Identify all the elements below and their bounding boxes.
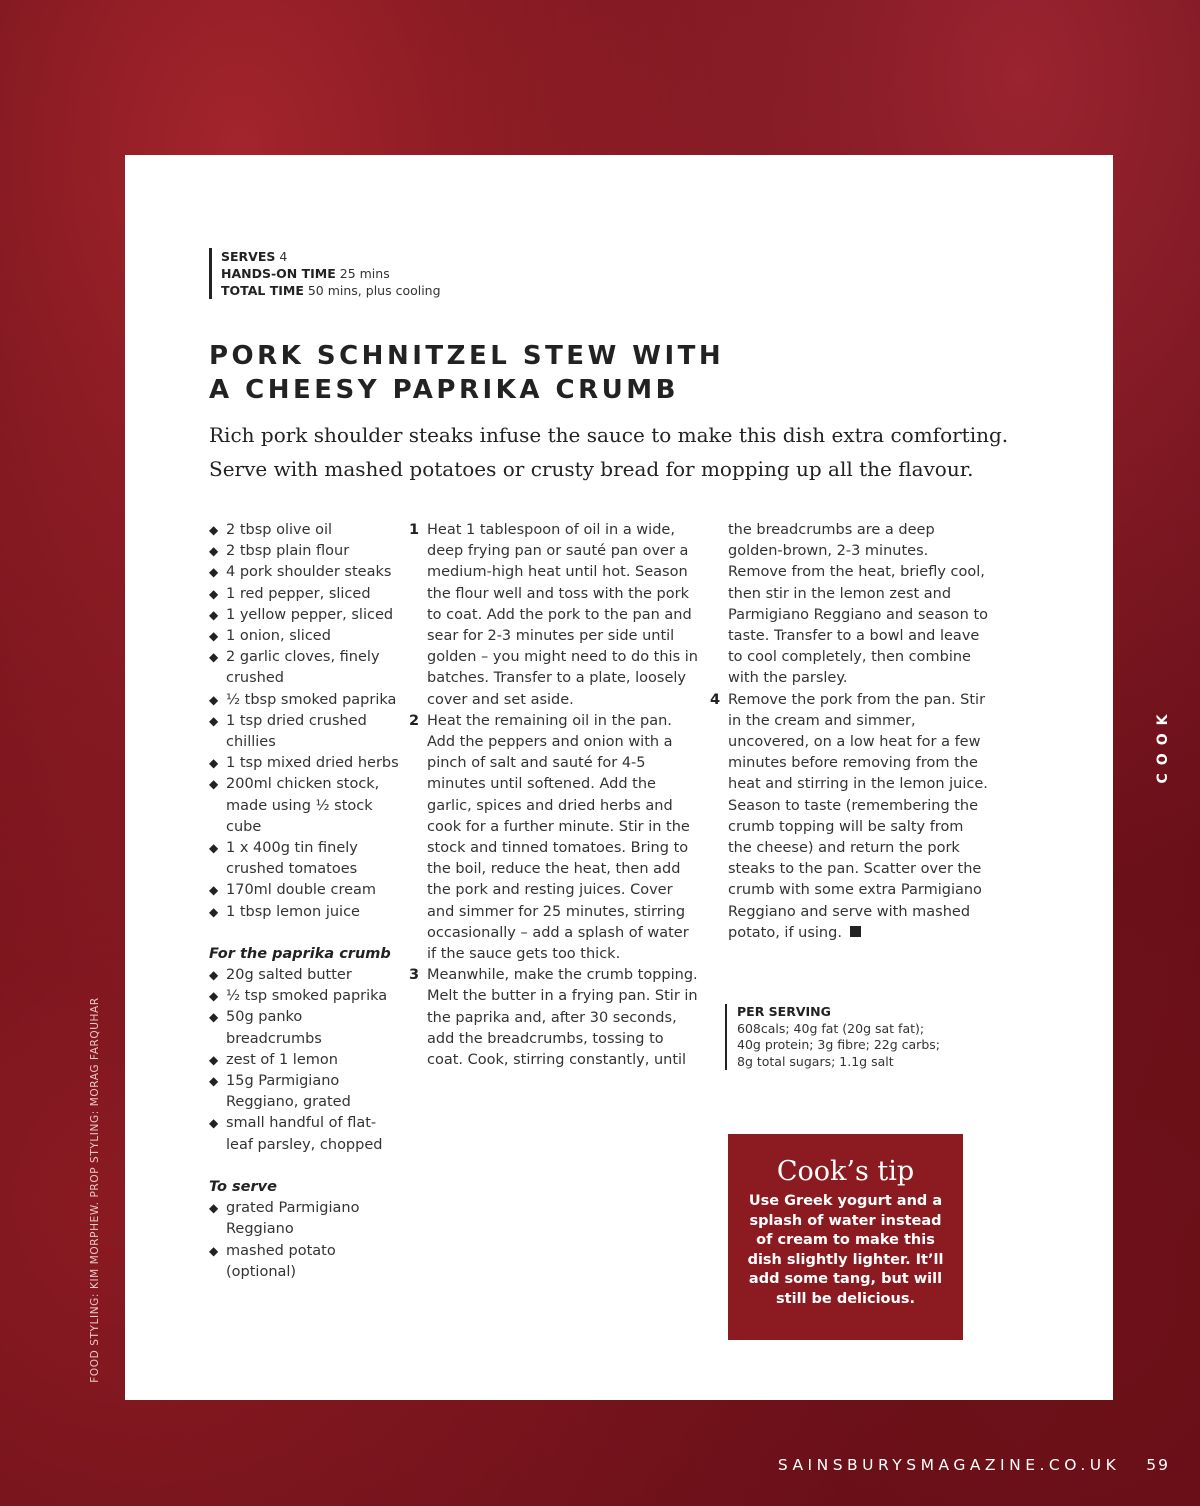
ingredient-item: ◆ 170ml double cream: [209, 880, 399, 901]
nutrition-line: 40g protein; 3g fibre; 22g carbs;: [737, 1037, 940, 1052]
ingredient-item: ◆ 1 tsp dried crushed chillies: [209, 711, 399, 753]
ingredient-item: ◆ 1 x 400g tin finely crushed tomatoes: [209, 838, 399, 880]
serve-heading: To serve: [209, 1178, 277, 1195]
end-mark-icon: [850, 926, 861, 937]
method-column-1: [409, 520, 699, 1071]
method-column-2: [710, 520, 990, 944]
nutrition-heading: PER SERVING: [737, 1004, 831, 1019]
ingredient-item: ◆ 4 pork shoulder steaks: [209, 562, 399, 583]
ingredients-column: [209, 520, 399, 1283]
crumb-ingredient-item: ◆ 15g Parmigiano Reggiano, grated: [209, 1071, 399, 1113]
crumb-ingredient-item: ◆ small handful of flat-leaf parsley, chopped: [209, 1113, 399, 1155]
crumb-ingredient-item: ◆ 50g panko breadcrumbs: [209, 1007, 399, 1049]
tip-heading: Cook’s tip: [776, 1156, 915, 1187]
ingredient-item: ◆ 1 yellow pepper, sliced: [209, 605, 399, 626]
method-step: 1 Heat 1 tablespoon of oil in a wide, deep frying pan or sauté pan over a medium-high heat until hot. Season the flour well and toss with the pork to coat. Add the pork to the pan and sear for 2-3 minutes per side until golden – you might need to do this in batches. Transfer to a plate, loosely cover and set aside.: [409, 522, 698, 708]
nutrition-line: 8g total sugars; 1.1g salt: [737, 1053, 894, 1069]
footer-site: SAINSBURYSMAGAZINE.CO.UK: [777, 1456, 1121, 1474]
crumb-heading: For the paprika crumb: [209, 945, 391, 962]
photo-credit: FOOD STYLING: KIM MORPHEW. PROP STYLING: MORAG FARQUHAR: [89, 997, 101, 1383]
tip-body: Use Greek yogurt and a splash of water instead of cream to make this dish slightly lighter. It’ll add some tang, but will still be delicious.: [747, 1193, 944, 1307]
ingredient-item: ◆ ½ tbsp smoked paprika: [209, 690, 399, 711]
ingredient-item: ◆ 2 tbsp plain flour: [209, 541, 399, 562]
hands-on-row: HANDS-ON TIME 25 mins: [221, 266, 390, 281]
method-step: 4 Remove the pork from the pan. Stir in the cream and simmer, uncovered, on a low heat for a few minutes before removing from the heat and stirring in the lemon juice. Season to taste (remembering the crumb topping will be salty from the cheese) and return the pork steaks to the pan. Scatter over the crumb with some extra Parmigiano Reggiano and serve with mashed potato, if using.: [710, 691, 988, 941]
ingredient-item: ◆ 2 tbsp olive oil: [209, 520, 399, 541]
nutrition-info: [725, 1004, 987, 1070]
ingredient-item: ◆ 200ml chicken stock, made using ½ stock cube: [209, 774, 399, 838]
recipe-title: PORK SCHNITZEL STEW WITH A CHEESY PAPRIKA CRUMB: [209, 341, 725, 405]
recipe-card: [125, 155, 1113, 1400]
ingredient-item: ◆ 1 tbsp lemon juice: [209, 902, 399, 923]
section-label: COOK: [1155, 706, 1171, 784]
crumb-ingredient-item: ◆ 20g salted butter: [209, 965, 399, 986]
ingredient-item: ◆ 1 tsp mixed dried herbs: [209, 753, 399, 774]
ingredient-item: ◆ 2 garlic cloves, finely crushed: [209, 647, 399, 689]
crumb-ingredient-item: ◆ zest of 1 lemon: [209, 1050, 399, 1071]
method-step: 3 Meanwhile, make the crumb topping. Melt the butter in a frying pan. Stir in the paprika and, after 30 seconds, add the breadcrumbs, tossing to coat. Cook, stirring constantly, until: [409, 967, 698, 1069]
cooks-tip-box: [728, 1134, 963, 1340]
method-step: 2 Heat the remaining oil in the pan. Add the peppers and onion with a pinch of salt and sauté for 4-5 minutes until softened. Add the garlic, spices and dried herbs and cook for a further minute. Stir in the stock and tinned tomatoes. Bring to the boil, reduce the heat, then add the pork and resting juices. Cover and simmer for 25 minutes, stirring occasionally – add a splash of water if the sauce gets too thick.: [409, 712, 690, 963]
recipe-intro: Rich pork shoulder steaks infuse the sauce to make this dish extra comforting. Serve with mashed potatoes or crusty bread for mopping up all the flavour.: [209, 423, 1009, 481]
page-footer: [778, 1456, 1170, 1474]
serve-ingredient-item: ◆ mashed potato (optional): [209, 1241, 399, 1283]
ingredient-item: ◆ 1 red pepper, sliced: [209, 584, 399, 605]
page-number: 59: [1146, 1456, 1170, 1474]
serve-ingredient-item: ◆ grated Parmigiano Reggiano: [209, 1198, 399, 1240]
crumb-ingredient-item: ◆ ½ tsp smoked paprika: [209, 986, 399, 1007]
recipe-meta: [209, 248, 441, 299]
nutrition-line: 608cals; 40g fat (20g sat fat);: [737, 1020, 925, 1036]
ingredient-item: ◆ 1 onion, sliced: [209, 626, 399, 647]
total-time-row: TOTAL TIME 50 mins, plus cooling: [221, 283, 441, 298]
serves-row: SERVES 4: [221, 249, 288, 264]
method-step-continued: the breadcrumbs are a deep golden-brown, 2-3 minutes. Remove from the heat, briefly cool, then stir in the lemon zest and Parmigiano Reggiano and season to taste. Transfer to a bowl and leave to cool completely, then combine with the parsley.: [728, 522, 988, 687]
